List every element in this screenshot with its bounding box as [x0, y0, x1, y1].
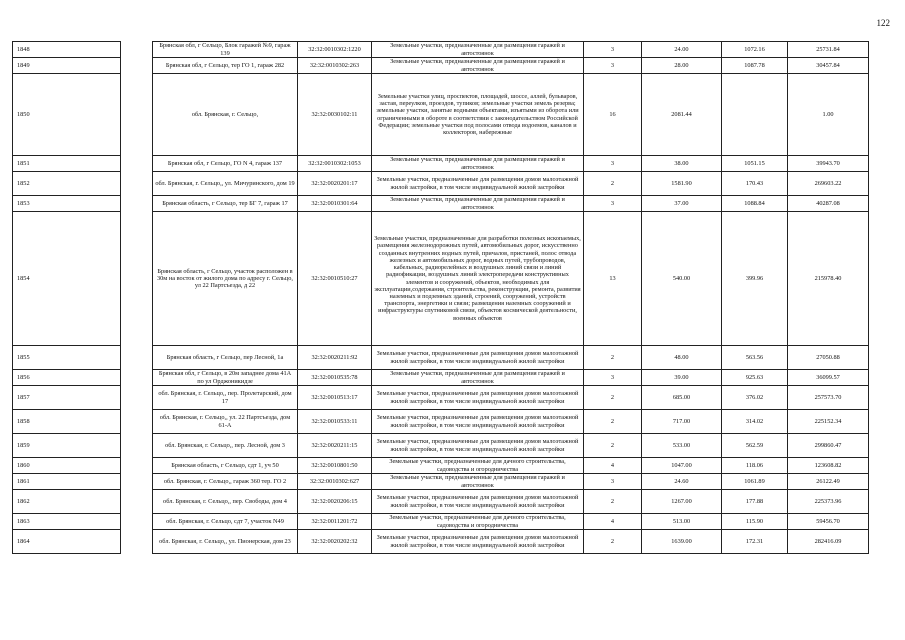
land-use-cell: Земельные участки, предназначенные для размещения домов малоэтажной жилой застройки, в том числе индивидуальной жилой застройки	[372, 172, 584, 196]
area-cell: 1639.00	[642, 530, 722, 554]
specific-value-cell: 399.96	[722, 212, 788, 346]
address-cell: Брянская область, г Сельцо, тер БГ 7, гараж 17	[153, 196, 298, 212]
spacer-cell	[121, 196, 153, 212]
specific-value-cell: 314.02	[722, 410, 788, 434]
row-number: 1850	[13, 74, 121, 156]
land-use-cell: Земельные участки, предназначенные для дачного строительства, садоводства и огородничества	[372, 458, 584, 474]
table-row	[13, 530, 869, 554]
table-row	[13, 156, 869, 172]
specific-value-cell: 115.90	[722, 514, 788, 530]
page-number: 122	[876, 18, 890, 28]
row-number: 1851	[13, 156, 121, 172]
cadastral-value-cell: 40287.08	[788, 196, 869, 212]
land-use-cell: Земельные участки, предназначенные для размещения гаражей и автостоянок	[372, 370, 584, 386]
table-row	[13, 58, 869, 74]
group-cell: 2	[584, 434, 642, 458]
group-cell: 3	[584, 58, 642, 74]
group-cell: 2	[584, 530, 642, 554]
cadastral-value-cell: 59456.70	[788, 514, 869, 530]
land-use-cell: Земельные участки, предназначенные для дачного строительства, садоводства и огородничества	[372, 514, 584, 530]
cadastral-value-cell: 257573.70	[788, 386, 869, 410]
table-row	[13, 212, 869, 346]
spacer-cell	[121, 530, 153, 554]
cadastral-value-cell: 215978.40	[788, 212, 869, 346]
cadastral-number-cell: 32:32:0020201:17	[298, 172, 372, 196]
table-row	[13, 370, 869, 386]
cadastral-value-cell: 27050.88	[788, 346, 869, 370]
row-number: 1859	[13, 434, 121, 458]
land-use-cell: Земельные участки, предназначенные для размещения домов малоэтажной жилой застройки, в том числе индивидуальной жилой застройки	[372, 410, 584, 434]
address-cell: Брянская обл, г Сельцо, ГО N 4, гараж 137	[153, 156, 298, 172]
area-cell: 540.00	[642, 212, 722, 346]
cadastral-value-cell: 39943.70	[788, 156, 869, 172]
table-row	[13, 410, 869, 434]
cadastral-number-cell: 32:32:0010301:64	[298, 196, 372, 212]
address-cell: обл. Брянская, г. Сельцо,, пер. Пролетарский, дом 17	[153, 386, 298, 410]
cadastral-value-cell: 299860.47	[788, 434, 869, 458]
land-use-cell: Земельные участки, предназначенные для размещения домов малоэтажной жилой застройки, в том числе индивидуальной жилой застройки	[372, 386, 584, 410]
group-cell: 13	[584, 212, 642, 346]
spacer-cell	[121, 172, 153, 196]
cadastral-number-cell: 32:32:0010510:27	[298, 212, 372, 346]
group-cell: 3	[584, 42, 642, 58]
area-cell: 24.60	[642, 474, 722, 490]
group-cell: 3	[584, 196, 642, 212]
land-use-cell: Земельные участки, предназначенные для размещения домов малоэтажной жилой застройки, в том числе индивидуальной жилой застройки	[372, 346, 584, 370]
address-cell: обл. Брянская, г. Сельцо,	[153, 74, 298, 156]
table-row	[13, 514, 869, 530]
group-cell: 2	[584, 490, 642, 514]
group-cell: 2	[584, 410, 642, 434]
land-use-cell: Земельные участки, предназначенные для размещения домов малоэтажной жилой застройки, в том числе индивидуальной жилой застройки	[372, 490, 584, 514]
land-use-cell: Земельные участки, предназначенные для размещения гаражей и автостоянок	[372, 156, 584, 172]
cadastral-number-cell: 32:32:0011201:72	[298, 514, 372, 530]
table-row	[13, 42, 869, 58]
land-use-cell: Земельные участки, предназначенные для размещения домов малоэтажной жилой застройки, в том числе индивидуальной жилой застройки	[372, 434, 584, 458]
area-cell: 24.00	[642, 42, 722, 58]
land-use-cell: Земельные участки, предназначенные для размещения гаражей и автостоянок	[372, 196, 584, 212]
specific-value-cell: 563.56	[722, 346, 788, 370]
table-row	[13, 434, 869, 458]
specific-value-cell	[722, 74, 788, 156]
area-cell: 37.00	[642, 196, 722, 212]
area-cell: 38.00	[642, 156, 722, 172]
cadastral-value-cell: 269603.22	[788, 172, 869, 196]
cadastral-number-cell: 32:32:0020211:15	[298, 434, 372, 458]
spacer-cell	[121, 346, 153, 370]
address-cell: Брянская обл, г Сельцо, тер ГО 1, гараж 282	[153, 58, 298, 74]
group-cell: 2	[584, 386, 642, 410]
row-number: 1855	[13, 346, 121, 370]
group-cell: 4	[584, 458, 642, 474]
address-cell: обл. Брянская, г. Сельцо,, ул. Пионерская, дом 23	[153, 530, 298, 554]
area-cell: 1581.90	[642, 172, 722, 196]
spacer-cell	[121, 490, 153, 514]
spacer-cell	[121, 458, 153, 474]
area-cell: 1047.00	[642, 458, 722, 474]
row-number: 1864	[13, 530, 121, 554]
land-use-cell: Земельные участки, предназначенные для разработки полезных ископаемых, размещения железнодорожных путей, автомобильных дорог, искусственно созданных внутренних водных путей, причалов, пристаней, полос отвода железных и автомобильных дорог, водных путей, трубопроводов, кабельных, радиорелейных и воздушных линий связи и линий радиофикации, воздушных линий электропередачи конструктивных элементов и сооружений, объектов, необходимых для эксплуатации,содержания, строительства, реконструкции, ремонта, развития наземных и подземных зданий, строений, сооружений, устройств транспорта, энергетики и связи; размещения наземных сооружений и инфраструктуры спутниковой связи, объектов космической деятельности, военных объектов	[372, 212, 584, 346]
cadastral-number-cell: 32:32:0010801:50	[298, 458, 372, 474]
group-cell: 4	[584, 514, 642, 530]
spacer-cell	[121, 156, 153, 172]
spacer-cell	[121, 212, 153, 346]
row-number: 1848	[13, 42, 121, 58]
land-use-cell: Земельные участки, предназначенные для размещения гаражей и автостоянок	[372, 58, 584, 74]
land-use-cell: Земельные участки, предназначенные для размещения домов малоэтажной жилой застройки, в том числе индивидуальной жилой застройки	[372, 530, 584, 554]
group-cell: 3	[584, 474, 642, 490]
specific-value-cell: 118.06	[722, 458, 788, 474]
table-row	[13, 74, 869, 156]
group-cell: 3	[584, 370, 642, 386]
address-cell: обл. Брянская, г. Сельцо,, гараж 360 тер. ГО 2	[153, 474, 298, 490]
specific-value-cell: 1087.78	[722, 58, 788, 74]
land-use-cell: Земельные участки улиц, проспектов, площадей, шоссе, аллей, бульваров, застав, переулков, проездов, тупиков; земельные участки земель резерва; земельные участки, занятые водными объектами, изъятыми из оборота или ограниченными в обороте в соответствии с законодательством Российской Федерации; земельные участки под полосами отвода водоемов, каналов и коллекторов, набережные	[372, 74, 584, 156]
row-number: 1860	[13, 458, 121, 474]
row-number: 1854	[13, 212, 121, 346]
cadastral-value-cell: 282416.09	[788, 530, 869, 554]
cadastral-number-cell: 32:32:0030102:11	[298, 74, 372, 156]
area-cell: 1267.00	[642, 490, 722, 514]
cadastral-value-cell: 1.00	[788, 74, 869, 156]
row-number: 1852	[13, 172, 121, 196]
cadastral-number-cell: 32:32:0010513:17	[298, 386, 372, 410]
cadastral-number-cell: 32:32:0010302:1053	[298, 156, 372, 172]
area-cell: 48.00	[642, 346, 722, 370]
spacer-cell	[121, 514, 153, 530]
address-cell: обл. Брянская, г. Сельцо,, ул. Мичуринского, дом 19	[153, 172, 298, 196]
spacer-cell	[121, 386, 153, 410]
cadastral-value-cell: 123608.82	[788, 458, 869, 474]
cadastral-number-cell: 32:32:0010535:78	[298, 370, 372, 386]
cadastral-number-cell: 32:32:0010302:263	[298, 58, 372, 74]
cadastral-value-cell: 225373.96	[788, 490, 869, 514]
area-cell: 533.00	[642, 434, 722, 458]
row-number: 1863	[13, 514, 121, 530]
area-cell: 685.00	[642, 386, 722, 410]
cadastral-value-cell: 36099.57	[788, 370, 869, 386]
spacer-cell	[121, 42, 153, 58]
table-row	[13, 490, 869, 514]
group-cell: 3	[584, 156, 642, 172]
address-cell: обл. Брянская, г. Сельцо, сдт 7, участок N49	[153, 514, 298, 530]
row-number: 1862	[13, 490, 121, 514]
group-cell: 16	[584, 74, 642, 156]
cadastral-number-cell: 32:32:0010533:11	[298, 410, 372, 434]
cadastral-value-cell: 26122.49	[788, 474, 869, 490]
specific-value-cell: 562.59	[722, 434, 788, 458]
cadastral-number-cell: 32:32:0010302:1220	[298, 42, 372, 58]
spacer-cell	[121, 410, 153, 434]
table-row	[13, 386, 869, 410]
spacer-cell	[121, 74, 153, 156]
specific-value-cell: 1051.15	[722, 156, 788, 172]
address-cell: Брянская обл, г Сельцо, в 20м западнее дома 41А по ул Орджоникидзе	[153, 370, 298, 386]
specific-value-cell: 925.63	[722, 370, 788, 386]
cadastral-number-cell: 32:32:0020202:32	[298, 530, 372, 554]
specific-value-cell: 1088.84	[722, 196, 788, 212]
specific-value-cell: 177.88	[722, 490, 788, 514]
address-cell: Брянская область, г Сельцо, сдт 1, уч 50	[153, 458, 298, 474]
table-row	[13, 346, 869, 370]
area-cell: 28.00	[642, 58, 722, 74]
address-cell: обл. Брянская, г. Сельцо,, пер. Свободы, дом 4	[153, 490, 298, 514]
address-cell: Брянская область, г Сельцо, пер Лесной, 1а	[153, 346, 298, 370]
row-number: 1857	[13, 386, 121, 410]
spacer-cell	[121, 370, 153, 386]
land-use-cell: Земельные участки, предназначенные для размещения гаражей и автостоянок	[372, 474, 584, 490]
address-cell: Брянская область, г Сельцо, участок расположен в 30м на восток от жилого дома по адресу г. Сельцо, ул 22 Партсъезда, д 22	[153, 212, 298, 346]
row-number: 1858	[13, 410, 121, 434]
specific-value-cell: 172.31	[722, 530, 788, 554]
specific-value-cell: 1072.16	[722, 42, 788, 58]
area-cell: 717.00	[642, 410, 722, 434]
spacer-cell	[121, 474, 153, 490]
spacer-cell	[121, 434, 153, 458]
address-cell: Брянская обл, г Сельцо, Блок гаражей №9, гараж 139	[153, 42, 298, 58]
row-number: 1861	[13, 474, 121, 490]
cadastral-value-cell: 30457.84	[788, 58, 869, 74]
cadastral-value-table	[12, 41, 869, 554]
area-cell: 2081.44	[642, 74, 722, 156]
group-cell: 2	[584, 172, 642, 196]
specific-value-cell: 376.02	[722, 386, 788, 410]
table-row	[13, 196, 869, 212]
area-cell: 39.00	[642, 370, 722, 386]
area-cell: 513.00	[642, 514, 722, 530]
specific-value-cell: 1061.89	[722, 474, 788, 490]
table-row	[13, 172, 869, 196]
row-number: 1856	[13, 370, 121, 386]
cadastral-number-cell: 32:32:0020211:92	[298, 346, 372, 370]
cadastral-value-cell: 25731.84	[788, 42, 869, 58]
table-row	[13, 458, 869, 474]
cadastral-number-cell: 32:32:0020206:15	[298, 490, 372, 514]
address-cell: обл. Брянская, г. Сельцо,, ул. 22 Партсъезда, дом 61-А	[153, 410, 298, 434]
spacer-cell	[121, 58, 153, 74]
row-number: 1853	[13, 196, 121, 212]
table-row	[13, 474, 869, 490]
address-cell: обл. Брянская, г. Сельцо,, пер. Лесной, дом 3	[153, 434, 298, 458]
row-number: 1849	[13, 58, 121, 74]
specific-value-cell: 170.43	[722, 172, 788, 196]
land-use-cell: Земельные участки, предназначенные для размещения гаражей и автостоянок	[372, 42, 584, 58]
group-cell: 2	[584, 346, 642, 370]
cadastral-number-cell: 32:32:0010302:627	[298, 474, 372, 490]
cadastral-value-cell: 225152.34	[788, 410, 869, 434]
